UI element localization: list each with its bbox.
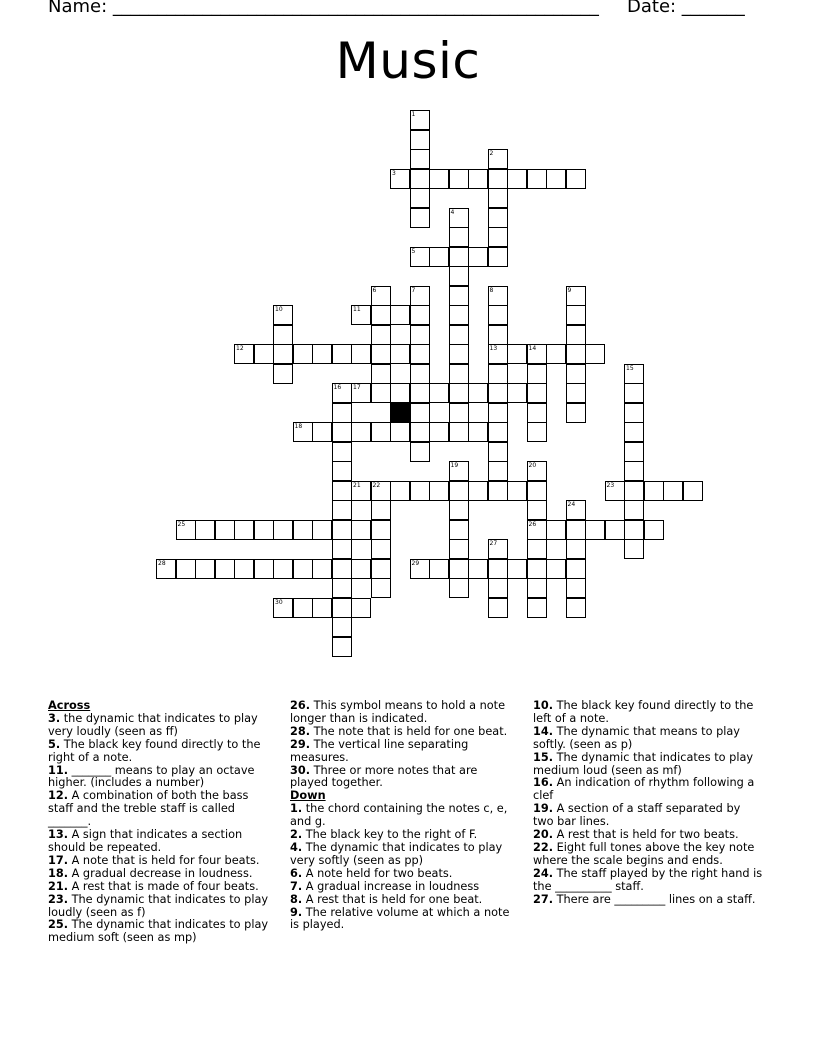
grid-cell[interactable] — [429, 247, 449, 267]
grid-cell[interactable] — [566, 325, 586, 345]
grid-cell[interactable] — [585, 344, 605, 364]
grid-cell[interactable] — [488, 169, 508, 189]
clue-number: 8 — [489, 286, 494, 294]
grid-cell[interactable] — [390, 383, 410, 403]
clue-number: 5 — [411, 247, 416, 255]
clue-text: Eight full tones above the key note where the scale begins and ends. — [533, 840, 755, 867]
clue-number: 6 — [372, 286, 377, 294]
clue-number: 12. — [48, 789, 69, 803]
grid-cell[interactable] — [507, 383, 527, 403]
clue-text: the dynamic that indicates to play very loudly (seen as ff) — [48, 711, 258, 738]
clue-number: 7 — [411, 286, 416, 294]
grid-cell[interactable] — [527, 422, 547, 442]
grid-cell[interactable] — [254, 559, 274, 579]
clue-text: A rest that is held for two beats. — [553, 828, 739, 842]
grid-cell[interactable] — [624, 442, 644, 462]
grid-cell[interactable] — [488, 422, 508, 442]
clue-text: A sign that indicates a section should be repeated. — [48, 828, 243, 854]
grid-cell[interactable] — [488, 461, 508, 481]
grid-cell[interactable] — [624, 520, 644, 540]
clue-text: The black key to the right of F. — [302, 828, 478, 842]
clue-number: 14. — [533, 724, 554, 738]
grid-cell[interactable] — [683, 481, 703, 501]
grid-cell[interactable] — [527, 559, 547, 579]
grid-cell[interactable] — [273, 325, 293, 345]
grid-cell[interactable] — [468, 559, 488, 579]
grid-cell[interactable] — [410, 383, 430, 403]
grid-cell[interactable] — [449, 559, 469, 579]
clue-number: 23 — [606, 481, 615, 489]
grid-cell[interactable] — [527, 539, 547, 559]
clue-number: 17. — [48, 853, 69, 867]
grid-cell[interactable] — [312, 559, 332, 579]
clue-number: 15. — [533, 750, 554, 764]
clue-item — [48, 765, 273, 791]
clue-text: The black key found directly to the right of a note. — [48, 737, 261, 764]
grid-cell[interactable] — [449, 305, 469, 325]
grid-cell[interactable] — [293, 344, 313, 364]
black-cell — [390, 403, 410, 423]
clue-text: A rest that is made of four beats. — [68, 879, 259, 893]
clue-number: 18. — [48, 866, 69, 880]
grid-cell[interactable] — [351, 344, 371, 364]
grid-cell[interactable] — [546, 520, 566, 540]
grid-cell[interactable] — [527, 364, 547, 384]
grid-cell[interactable] — [429, 559, 449, 579]
grid-cell[interactable] — [215, 559, 235, 579]
clue-text: A gradual increase in loudness — [302, 879, 480, 893]
clue-number: 26. — [290, 699, 311, 712]
grid-cell[interactable] — [527, 169, 547, 189]
clue-text: The dynamic that indicates to play medium soft (seen as mp) — [48, 918, 269, 945]
grid-cell[interactable] — [468, 383, 488, 403]
grid-cell[interactable] — [468, 481, 488, 501]
grid-cell[interactable] — [527, 383, 547, 403]
grid-cell[interactable] — [644, 520, 664, 540]
clue-number: 4 — [450, 208, 455, 216]
clue-number: 29. — [290, 737, 311, 751]
grid-cell[interactable] — [449, 227, 469, 247]
clue-number: 4. — [290, 840, 303, 854]
grid-cell[interactable] — [332, 403, 352, 423]
clue-item — [290, 765, 515, 791]
clue-number: 24 — [567, 501, 576, 508]
grid-cell[interactable] — [449, 325, 469, 345]
grid-cell[interactable] — [488, 188, 508, 208]
grid-cell[interactable] — [332, 500, 352, 520]
grid-cell[interactable] — [449, 403, 469, 423]
grid-cell[interactable] — [468, 169, 488, 189]
clue-number: 2. — [290, 828, 303, 842]
grid-cell[interactable] — [371, 539, 391, 559]
grid-cell[interactable] — [429, 169, 449, 189]
clue-text: The dynamic that means to play softly. (seen as p) — [533, 724, 740, 751]
grid-cell[interactable] — [254, 520, 274, 540]
grid-cell[interactable] — [644, 481, 664, 501]
grid-cell[interactable] — [566, 305, 586, 325]
grid-cell[interactable] — [449, 169, 469, 189]
grid-cell[interactable] — [410, 169, 430, 189]
grid-cell[interactable] — [449, 344, 469, 364]
clue-text: A rest that is held for one beat. — [302, 892, 483, 906]
grid-cell[interactable] — [351, 559, 371, 579]
grid-cell[interactable] — [195, 559, 215, 579]
grid-cell[interactable] — [449, 500, 469, 520]
clue-text: The note that is held for one beat. — [310, 724, 508, 738]
date-field[interactable]: Date: _______ — [627, 0, 745, 17]
grid-cell[interactable] — [312, 422, 332, 442]
grid-cell[interactable] — [312, 520, 332, 540]
grid-cell[interactable] — [566, 578, 586, 598]
across-clue-list-continued — [290, 700, 515, 790]
clue-number: 22. — [533, 840, 554, 854]
clue-number: 21 — [353, 481, 361, 489]
clue-item — [48, 713, 273, 739]
grid-cell[interactable] — [332, 344, 352, 364]
clue-number: 30. — [290, 763, 311, 777]
clue-text: A combination of both the bass staff and the treble staff is called _______. — [48, 789, 249, 829]
grid-cell[interactable] — [527, 403, 547, 423]
clue-item — [533, 752, 763, 778]
clue-number: 28 — [158, 559, 166, 567]
clue-number: 24. — [533, 866, 554, 880]
grid-cell[interactable] — [410, 325, 430, 345]
grid-cell[interactable] — [624, 422, 644, 442]
clue-number: 26 — [528, 520, 537, 528]
grid-cell[interactable] — [449, 286, 469, 306]
grid-cell[interactable] — [410, 481, 430, 501]
clue-number: 7. — [290, 879, 303, 893]
grid-cell[interactable] — [527, 578, 547, 598]
clue-item — [48, 894, 273, 920]
grid-cell[interactable] — [585, 520, 605, 540]
grid-cell[interactable] — [507, 344, 527, 364]
grid-cell[interactable] — [449, 247, 469, 267]
grid-cell[interactable] — [332, 461, 352, 481]
grid-cell[interactable] — [488, 578, 508, 598]
clue-number: 27. — [533, 892, 554, 906]
grid-cell[interactable] — [410, 422, 430, 442]
grid-cell[interactable] — [176, 559, 196, 579]
clue-text: A note that is held for four beats. — [68, 853, 260, 867]
clue-item — [48, 829, 273, 855]
grid-cell[interactable] — [468, 422, 488, 442]
grid-cell[interactable] — [566, 520, 586, 540]
clue-number: 2 — [489, 150, 494, 157]
clue-number: 19 — [450, 462, 459, 469]
grid-cell[interactable] — [332, 539, 352, 559]
grid-cell[interactable] — [546, 559, 566, 579]
grid-cell[interactable] — [351, 520, 371, 540]
clue-number: 28. — [290, 724, 311, 738]
grid-cell[interactable] — [371, 520, 391, 540]
clue-item — [290, 842, 515, 868]
grid-cell[interactable] — [449, 266, 469, 286]
clue-number: 1. — [290, 802, 303, 816]
clue-number: 25 — [177, 520, 186, 528]
grid-cell[interactable] — [273, 520, 293, 540]
grid-cell[interactable] — [332, 422, 352, 442]
clue-number: 10 — [275, 306, 283, 313]
clue-number: 14 — [528, 345, 537, 352]
across-heading: Across — [48, 699, 91, 712]
grid-cell[interactable] — [332, 598, 352, 618]
grid-cell[interactable] — [507, 559, 527, 579]
clue-number: 13. — [48, 828, 69, 842]
grid-cell[interactable] — [293, 520, 313, 540]
grid-cell[interactable] — [429, 422, 449, 442]
grid-cell[interactable] — [371, 344, 391, 364]
clue-text: An indication of rhythm following a clef — [533, 776, 755, 803]
grid-cell[interactable] — [546, 344, 566, 364]
grid-cell[interactable] — [449, 481, 469, 501]
grid-cell[interactable] — [429, 481, 449, 501]
grid-cell[interactable] — [663, 481, 683, 501]
clue-number: 3. — [48, 711, 61, 725]
clue-item — [533, 842, 763, 868]
clue-number: 6. — [290, 866, 303, 880]
grid-cell[interactable] — [507, 481, 527, 501]
clue-text: The vertical line separating measures. — [290, 737, 469, 764]
clue-text: The dynamic that indicates to play loudly (seen as f) — [48, 892, 269, 919]
clue-number: 1 — [411, 111, 416, 118]
clue-number: 29 — [411, 559, 420, 567]
clue-item — [533, 777, 763, 803]
clue-number: 22 — [372, 481, 381, 489]
clue-item — [290, 907, 515, 933]
grid-cell[interactable] — [390, 422, 410, 442]
grid-cell[interactable] — [449, 520, 469, 540]
grid-cell[interactable] — [390, 344, 410, 364]
grid-cell[interactable] — [566, 559, 586, 579]
grid-cell[interactable] — [410, 403, 430, 423]
grid-cell[interactable] — [293, 559, 313, 579]
clue-number: 19. — [533, 802, 554, 816]
grid-cell[interactable] — [624, 481, 644, 501]
grid-cell[interactable] — [429, 383, 449, 403]
clue-number: 8. — [290, 892, 303, 906]
grid-cell[interactable] — [624, 403, 644, 423]
grid-cell[interactable] — [566, 169, 586, 189]
grid-cell[interactable] — [410, 130, 430, 150]
grid-cell[interactable] — [488, 305, 508, 325]
grid-cell[interactable] — [371, 305, 391, 325]
grid-cell[interactable] — [449, 422, 469, 442]
grid-cell[interactable] — [624, 500, 644, 520]
grid-cell[interactable] — [566, 383, 586, 403]
clue-column-2 — [290, 700, 515, 932]
grid-cell[interactable] — [488, 559, 508, 579]
grid-cell[interactable] — [488, 247, 508, 267]
clue-number: 18 — [294, 423, 303, 430]
clue-number: 20 — [528, 462, 537, 469]
clue-number: 15 — [626, 364, 634, 372]
clue-item — [290, 803, 515, 829]
clue-text: A note held for two beats. — [302, 866, 453, 880]
grid-cell[interactable] — [273, 559, 293, 579]
grid-cell[interactable] — [332, 520, 352, 540]
across-clue-list — [48, 713, 273, 945]
grid-cell[interactable] — [312, 598, 332, 618]
clue-text: A section of a staff separated by two bar lines. — [533, 802, 741, 829]
grid-cell[interactable] — [410, 344, 430, 364]
clue-number: 5. — [48, 737, 61, 751]
clue-text: The dynamic that indicates to play medium loud (seen as mf) — [533, 750, 754, 777]
grid-cell[interactable] — [293, 598, 313, 618]
clue-item — [533, 868, 763, 894]
grid-cell[interactable] — [488, 598, 508, 618]
grid-cell[interactable] — [624, 539, 644, 559]
grid-cell[interactable] — [449, 578, 469, 598]
grid-cell[interactable] — [527, 598, 547, 618]
clue-number: 11 — [353, 306, 361, 313]
grid-cell[interactable] — [410, 305, 430, 325]
clue-text: There are _________ lines on a staff. — [553, 892, 756, 906]
grid-cell[interactable] — [624, 461, 644, 481]
clue-text: the chord containing the notes c, e, and g. — [290, 802, 508, 829]
grid-cell[interactable] — [273, 344, 293, 364]
grid-cell[interactable] — [254, 344, 274, 364]
grid-cell[interactable] — [332, 578, 352, 598]
grid-cell[interactable] — [507, 169, 527, 189]
clue-item — [48, 739, 273, 765]
grid-cell[interactable] — [488, 383, 508, 403]
grid-cell[interactable] — [410, 208, 430, 228]
clue-number: 16 — [333, 384, 342, 391]
grid-cell[interactable] — [410, 364, 430, 384]
grid-cell[interactable] — [488, 442, 508, 462]
clue-number: 13 — [489, 345, 498, 352]
down-clue-list-continued — [533, 700, 763, 907]
clue-number: 9 — [567, 286, 572, 294]
clue-item — [533, 700, 763, 726]
grid-cell[interactable] — [468, 247, 488, 267]
grid-cell[interactable] — [371, 500, 391, 520]
grid-cell[interactable] — [273, 364, 293, 384]
clue-text: _______ means to play an octave higher. (includes a number) — [48, 763, 255, 790]
grid-cell[interactable] — [488, 364, 508, 384]
clue-text: The staff played by the right hand is the __________ staff. — [533, 866, 763, 893]
grid-cell[interactable] — [449, 364, 469, 384]
grid-cell[interactable] — [351, 422, 371, 442]
grid-cell[interactable] — [195, 520, 215, 540]
grid-cell[interactable] — [312, 344, 332, 364]
grid-cell[interactable] — [390, 305, 410, 325]
grid-cell[interactable] — [566, 598, 586, 618]
clue-item — [48, 790, 273, 829]
clue-text: The black key found directly to the left of a note. — [533, 699, 754, 725]
grid-cell[interactable] — [566, 403, 586, 423]
clue-number: 12 — [236, 345, 244, 352]
clue-text: The relative volume at which a note is played. — [290, 905, 510, 932]
grid-cell[interactable] — [566, 344, 586, 364]
grid-cell[interactable] — [449, 383, 469, 403]
grid-cell[interactable] — [332, 637, 352, 657]
clue-text: Three or more notes that are played together. — [290, 763, 478, 790]
clue-text: This symbol means to hold a note longer than is indicated. — [290, 699, 506, 725]
clue-item — [533, 894, 763, 907]
clue-text: The dynamic that indicates to play very softly (seen as pp) — [290, 840, 503, 867]
grid-cell[interactable] — [351, 598, 371, 618]
grid-cell[interactable] — [488, 227, 508, 247]
grid-cell[interactable] — [546, 169, 566, 189]
grid-cell[interactable] — [488, 403, 508, 423]
clue-item — [48, 919, 273, 945]
grid-cell[interactable] — [234, 559, 254, 579]
clue-number: 20. — [533, 828, 554, 842]
grid-cell[interactable] — [371, 364, 391, 384]
grid-cell[interactable] — [566, 364, 586, 384]
clue-number: 23. — [48, 892, 69, 906]
grid-cell[interactable] — [527, 481, 547, 501]
grid-cell[interactable] — [234, 520, 254, 540]
grid-cell[interactable] — [390, 481, 410, 501]
clue-text: A gradual decrease in loudness. — [68, 866, 253, 880]
clue-number: 9. — [290, 905, 303, 919]
grid-cell[interactable] — [332, 617, 352, 637]
grid-cell[interactable] — [410, 149, 430, 169]
grid-cell[interactable] — [566, 539, 586, 559]
clue-number: 17 — [353, 384, 361, 391]
clue-number: 27 — [489, 540, 498, 547]
down-heading: Down — [290, 789, 326, 803]
grid-cell[interactable] — [624, 383, 644, 403]
clue-item — [290, 739, 515, 765]
grid-cell[interactable] — [449, 539, 469, 559]
grid-cell[interactable] — [215, 520, 235, 540]
clue-number: 25. — [48, 918, 69, 932]
clue-number: 30 — [275, 598, 283, 606]
page-title: Music — [335, 32, 481, 90]
grid-cell[interactable] — [527, 500, 547, 520]
clue-column-3 — [533, 700, 763, 907]
clue-number: 11. — [48, 763, 69, 777]
grid-cell[interactable] — [410, 442, 430, 462]
down-clue-list — [290, 803, 515, 932]
grid-cell[interactable] — [332, 481, 352, 501]
grid-cell[interactable] — [332, 559, 352, 579]
clue-item — [533, 803, 763, 829]
clue-number: 21. — [48, 879, 69, 893]
grid-cell[interactable] — [371, 559, 391, 579]
grid-cell[interactable] — [488, 325, 508, 345]
clue-number: 3 — [392, 169, 396, 177]
grid-cell[interactable] — [488, 481, 508, 501]
grid-cell[interactable] — [371, 578, 391, 598]
grid-cell[interactable] — [371, 383, 391, 403]
clue-number: 10. — [533, 699, 554, 712]
clue-item — [290, 700, 515, 726]
grid-cell[interactable] — [371, 325, 391, 345]
clue-column-1 — [48, 700, 273, 945]
clue-number: 16. — [533, 776, 554, 790]
grid-cell[interactable] — [332, 442, 352, 462]
name-field[interactable]: Name: ______________________________________________________ — [48, 0, 599, 17]
clue-item — [533, 726, 763, 752]
grid-cell[interactable] — [488, 208, 508, 228]
grid-cell[interactable] — [605, 520, 625, 540]
grid-cell[interactable] — [371, 422, 391, 442]
grid-cell[interactable] — [410, 188, 430, 208]
